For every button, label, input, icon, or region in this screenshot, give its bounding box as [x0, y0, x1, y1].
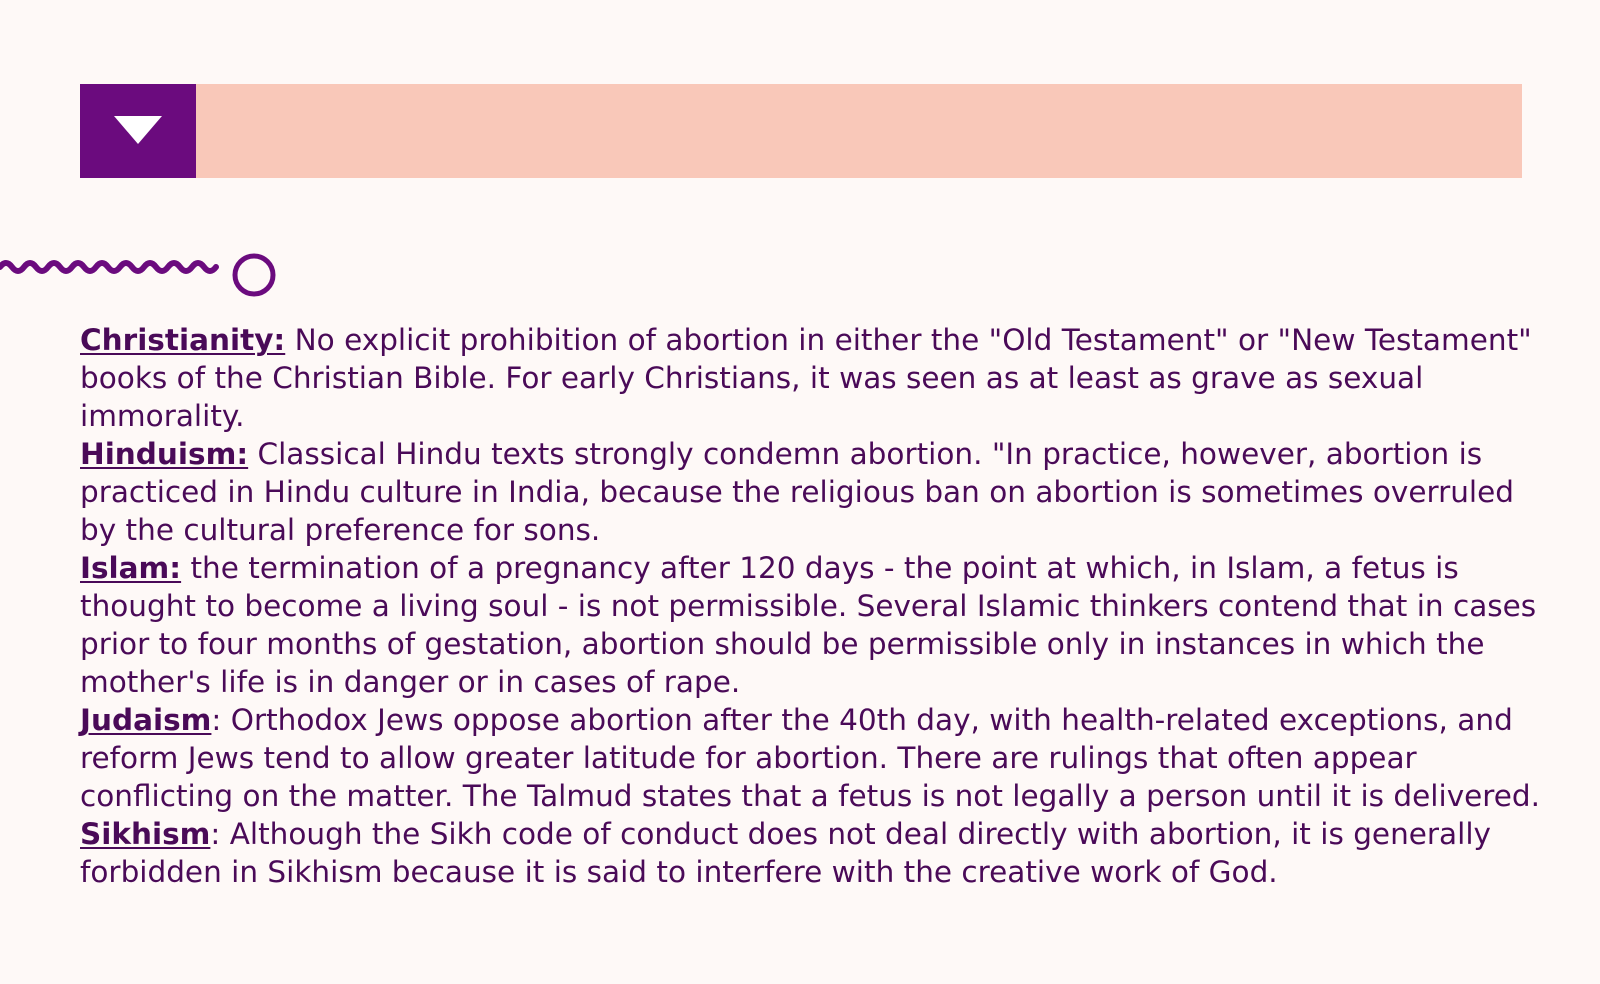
entry-text: Orthodox Jews oppose abortion after the 40th day, with health-related exceptions, and reform Jews tend to allow greater latitude for abortion. There are rulings that often appear conflicting on the matter. The Talmud states that a fetus is not legally a person until it is delivered. — [80, 703, 1541, 813]
entry-islam — [80, 549, 1550, 701]
term-link-sikhism[interactable]: Sikhism — [80, 817, 211, 851]
triangle-down-icon — [114, 116, 162, 146]
term-link-christianity[interactable]: Christianity: — [80, 323, 286, 357]
entry-text: the termination of a pregnancy after 120 days - the point at which, in Islam, a fetus is thought to become a living soul - is not permissible. Several Islamic thinkers contend that in cases prior to four months of gestation, abortion should be permissible only in instances in which the mother's life is in danger or in cases of rape. — [80, 551, 1537, 699]
entry-sikhism — [80, 815, 1550, 891]
entry-separator: : — [210, 817, 221, 851]
term-link-judaism[interactable]: Judaism — [80, 703, 212, 737]
accordion-header[interactable] — [80, 84, 1522, 178]
entry-judaism — [80, 701, 1550, 815]
religion-abortion-text — [80, 321, 1550, 891]
squiggle-circle-icon — [0, 250, 280, 304]
term-link-islam[interactable]: Islam: — [80, 551, 182, 585]
entry-text: Classical Hindu texts strongly condemn abortion. "In practice, however, abortion is practiced in Hindu culture in India, because the religious ban on abortion is sometimes overruled by the cultural preference for sons. — [80, 437, 1514, 547]
accordion-toggle-button[interactable] — [80, 84, 196, 178]
accordion-title-bar[interactable] — [196, 84, 1522, 178]
term-link-hinduism[interactable]: Hinduism: — [80, 437, 249, 471]
entry-separator: : — [211, 703, 222, 737]
entry-christianity — [80, 321, 1550, 435]
entry-text: Although the Sikh code of conduct does not deal directly with abortion, it is generally forbidden in Sikhism because it is said to interfere with the creative work of God. — [80, 817, 1491, 889]
entry-hinduism — [80, 435, 1550, 549]
entry-text: No explicit prohibition of abortion in either the "Old Testament" or "New Testament" books of the Christian Bible. For early Christians, it was seen as at least as grave as sexual immorality. — [80, 323, 1532, 433]
